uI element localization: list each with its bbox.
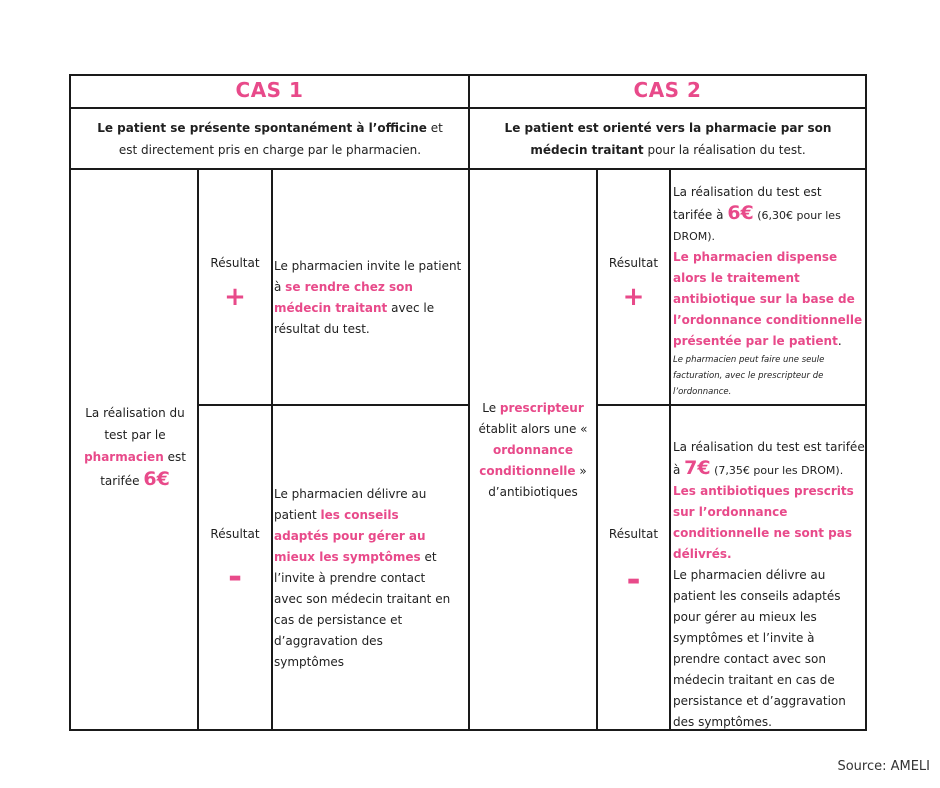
cas1-neg-label: Résultat [210,527,260,541]
source-label: Source: AMELI [837,759,930,774]
cas1-divider-b [271,168,273,731]
cas2-left-t1: Le [482,401,500,415]
cas2-neg-t1: La réalisation du test est tarifée à [673,440,865,477]
cas1-intro-rest: et est directement pris en charge par le pharmacien. [118,121,443,157]
cas2-neg-highlight: Les antibiotiques prescrits sur l’ordonnance conditionnelle ne sont pas délivrés. [673,484,854,561]
cas1-neg-t2: et l’invite à prendre contact avec son médecin traitant en cas de persistance et d’aggravation des symptômes [274,550,451,669]
cas2-neg-t3: Le pharmacien délivre au patient les conseils adaptés pour gérer au mieux les symptômes et l’invite à prendre contact avec son médecin traitant en cas de persistance et d’aggravation des symptômes. [673,568,846,729]
cas2-neg-price: 7€ [684,457,711,479]
cas1-neg-highlight: les conseils adaptés pour gérer au mieux les symptômes [274,508,426,564]
cas2-neg-label: Résultat [608,527,659,541]
cas1-intro [90,117,450,161]
cas2-row-divider [596,404,867,406]
cas2-left-highlight1: prescripteur [499,401,584,415]
cas2-pos-t2: (6,30€ pour les DROM). [673,209,841,243]
cas2-pos-label: Résultat [608,256,659,270]
cas1-left-line1: La réalisation du test par le [85,406,185,442]
cas2-left-text [476,398,590,503]
cas1-pos-label: Résultat [210,256,260,270]
cas2-pos-sign: + [622,282,645,312]
cas1-pos-sign: + [224,282,246,312]
cas2-neg-text [673,437,865,733]
table-border-right [865,74,867,731]
cas1-pos-t1: Le pharmacien invite le patient à [274,259,462,294]
cas1-neg-t1: Le pharmacien délivre au patient [274,487,427,522]
table-border-center [468,74,470,731]
cas2-intro-bold: Le patient est orienté vers la pharmacie par son médecin traitant [504,121,832,157]
cas1-pos-highlight: se rendre chez son médecin traitant [274,280,413,315]
cas2-pos-t1: La réalisation du test est tarifée à [673,185,822,222]
cas1-intro-bold: Le patient se présente spontanément à l’officine [97,121,427,135]
cas2-divider-b [669,168,671,731]
cas1-title: CAS 1 [235,78,304,102]
cas1-left-text [80,402,190,492]
cas2-pos-t3: . [837,334,842,348]
cas1-row-divider [197,404,470,406]
cas2-title: CAS 2 [633,78,702,102]
cas1-left-line2: est tarifée [100,450,186,488]
cas2-left-highlight2: ordonnance conditionnelle [479,443,576,478]
cas1-left-price: 6€ [143,468,170,490]
cas2-pos-note: Le pharmacien peut faire une seule facturation, avec le prescripteur de l’ordonnance. [673,355,825,397]
table-border-left [69,74,71,731]
cas2-left-t2: établit alors une « [478,422,588,436]
cas2-neg-t2: (7,35€ pour les DROM). [710,464,844,477]
cas2-intro [484,117,852,161]
cas2-left-t3: » d’antibiotiques [488,464,587,499]
cas2-pos-text [673,182,863,400]
cas1-divider-a [197,168,199,731]
cas2-pos-price: 6€ [727,202,754,224]
cas1-neg-text [274,484,454,673]
cas2-pos-highlight: Le pharmacien dispense alors le traitement antibiotique sur la base de l’ordonnance conditionnelle présentée par le patient [673,250,863,348]
cas1-left-highlight: pharmacien [84,450,164,464]
cas1-pos-text [274,256,467,340]
cas2-intro-rest: pour la réalisation du test. [643,143,806,157]
cas2-neg-sign: - [626,560,641,600]
cas1-pos-t2: avec le résultat du test. [274,301,435,336]
cas1-neg-sign: - [227,557,243,597]
cas2-divider-a [596,168,598,731]
